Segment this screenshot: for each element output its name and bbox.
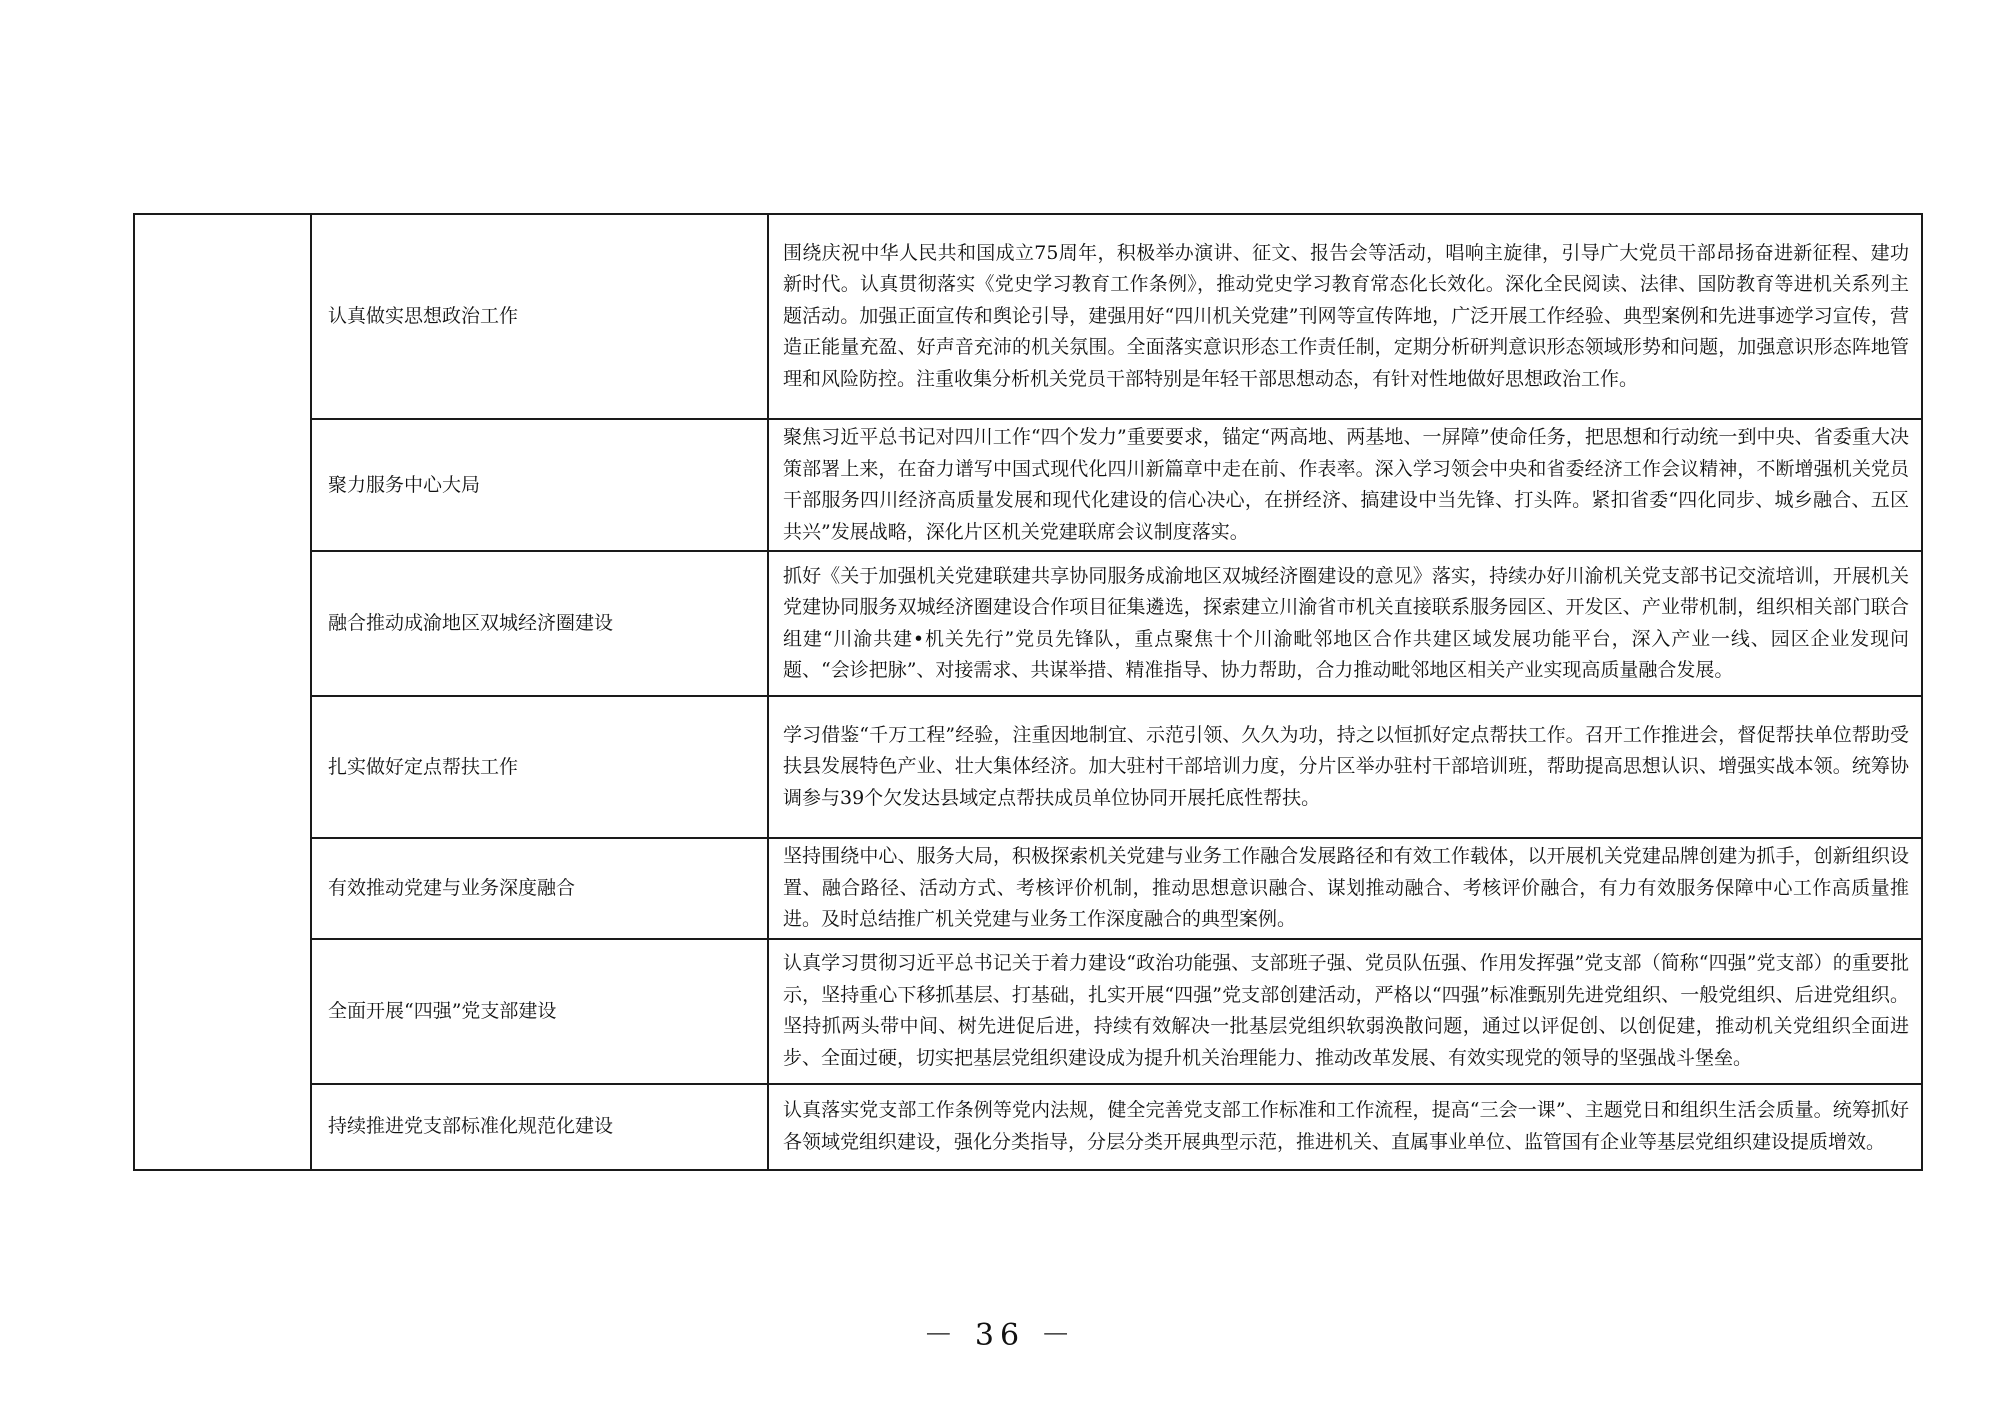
task-content-cell: 围绕庆祝中华人民共和国成立75周年，积极举办演讲、征文、报告会等活动，唱响主旋律，引导广大党员干部昂扬奋进新征程、建功新时代。认真贯彻落实《党史学习教育工作条例》，推动党史学习教育常态化长效化。深化全民阅读、法律、国防教育等进机关系列主题活动。加强正面宣传和舆论引导，建强用好“四川机关党建”刊网等宣传阵地，广泛开展工作经验、典型案例和先进事迹学习宣传，营造正能量充盈、好声音充沛的机关氛围。全面落实意识形态工作责任制，定期分析研判意识形态领域形势和问题，加强意识形态阵地管理和风险防控。注重收集分析机关党员干部特别是年轻干部思想动态，有针对性地做好思想政治工作。 bbox=[768, 214, 1922, 419]
page-number: － 36 － bbox=[923, 1318, 1077, 1353]
task-content-cell: 学习借鉴“千万工程”经验，注重因地制宜、示范引领、久久为功，持之以恒抓好定点帮扶工作。召开工作推进会，督促帮扶单位帮助受扶县发展特色产业、壮大集体经济。加大驻村干部培训力度，分片区举办驻村干部培训班，帮助提高思想认识、增强实战本领。统筹协调参与39个欠发达县域定点帮扶成员单位协同开展托底性帮扶。 bbox=[768, 696, 1922, 838]
task-content-cell: 坚持围绕中心、服务大局，积极探索机关党建与业务工作融合发展路径和有效工作载体，以开展机关党建品牌创建为抓手，创新组织设置、融合路径、活动方式、考核评价机制，推动思想意识融合、谋划推动融合、考核评价融合，有力有效服务保障中心工作高质量推进。及时总结推广机关党建与业务工作深度融合的典型案例。 bbox=[768, 838, 1922, 939]
task-title-cell: 扎实做好定点帮扶工作 bbox=[311, 696, 768, 838]
table-row bbox=[134, 419, 1922, 551]
table-row bbox=[134, 838, 1922, 939]
task-table bbox=[133, 213, 1923, 1171]
task-content-cell: 聚焦习近平总书记对四川工作“四个发力”重要要求，锚定“两高地、两基地、一屏障”使命任务，把思想和行动统一到中央、省委重大决策部署上来，在奋力谱写中国式现代化四川新篇章中走在前、作表率。深入学习领会中央和省委经济工作会议精神，不断增强机关党员干部服务四川经济高质量发展和现代化建设的信心决心，在拼经济、搞建设中当先锋、打头阵。紧扣省委“四化同步、城乡融合、五区共兴”发展战略，深化片区机关党建联席会议制度落实。 bbox=[768, 419, 1922, 551]
task-title-cell: 持续推进党支部标准化规范化建设 bbox=[311, 1084, 768, 1170]
table-row bbox=[134, 696, 1922, 838]
task-title-cell: 融合推动成渝地区双城经济圈建设 bbox=[311, 551, 768, 696]
task-title-cell: 有效推动党建与业务深度融合 bbox=[311, 838, 768, 939]
table-row bbox=[134, 214, 1922, 419]
task-content-cell: 认真学习贯彻习近平总书记关于着力建设“政治功能强、支部班子强、党员队伍强、作用发挥强”党支部（简称“四强”党支部）的重要批示，坚持重心下移抓基层、打基础，扎实开展“四强”党支部创建活动，严格以“四强”标准甄别先进党组织、一般党组织、后进党组织。坚持抓两头带中间、树先进促后进，持续有效解决一批基层党组织软弱涣散问题，通过以评促创、以创促建，推动机关党组织全面进步、全面过硬，切实把基层党组织建设成为提升机关治理能力、推动改革发展、有效实现党的领导的坚强战斗堡垒。 bbox=[768, 939, 1922, 1084]
table-row bbox=[134, 551, 1922, 696]
table-row bbox=[134, 1084, 1922, 1170]
task-content-cell: 抓好《关于加强机关党建联建共享协同服务成渝地区双城经济圈建设的意见》落实，持续办好川渝机关党支部书记交流培训，开展机关党建协同服务双城经济圈建设合作项目征集遴选，探索建立川渝省市机关直接联系服务园区、开发区、产业带机制，组织相关部门联合组建“川渝共建•机关先行”党员先锋队，重点聚焦十个川渝毗邻地区合作共建区域发展功能平台，深入产业一线、园区企业发现问题、“会诊把脉”、对接需求、共谋举措、精准指导、协力帮助，合力推动毗邻地区相关产业实现高质量融合发展。 bbox=[768, 551, 1922, 696]
task-title-cell: 聚力服务中心大局 bbox=[311, 419, 768, 551]
category-cell bbox=[134, 214, 311, 1170]
task-title-cell: 全面开展“四强”党支部建设 bbox=[311, 939, 768, 1084]
table-row bbox=[134, 939, 1922, 1084]
task-title-cell: 认真做实思想政治工作 bbox=[311, 214, 768, 419]
task-content-cell: 认真落实党支部工作条例等党内法规，健全完善党支部工作标准和工作流程，提高“三会一课”、主题党日和组织生活会质量。统筹抓好各领域党组织建设，强化分类指导，分层分类开展典型示范，推进机关、直属事业单位、监管国有企业等基层党组织建设提质增效。 bbox=[768, 1084, 1922, 1170]
